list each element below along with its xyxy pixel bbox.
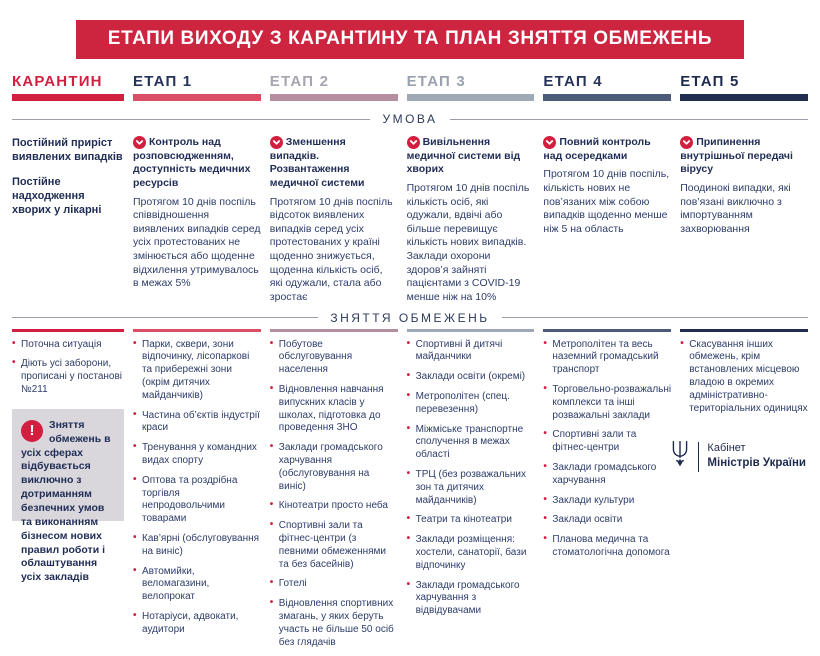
condition-text: Протягом 10 днів поспіль кількість осіб, які одужали, вдвічі або більше перевищує кількість нових випадків. Заклади охорони здоров’я зайняті пацієнтами з COVID-19 менше ніж на 10%	[406, 181, 530, 304]
condition-title: Припинення внутрішньої передачі вірусу	[680, 136, 793, 176]
column-bar	[133, 329, 261, 332]
restrictions-list	[543, 339, 671, 560]
condition-stage4	[543, 136, 671, 236]
restrictions-list	[133, 339, 261, 637]
chevron-down-badge-icon	[270, 136, 283, 149]
column-bar	[680, 329, 808, 332]
stage-label: ЕТАП 1	[133, 73, 193, 90]
conditions-section-label: УМОВА	[382, 112, 438, 126]
stage-label: КАРАНТИН	[12, 73, 103, 90]
list-item: • Спортивні зали та фітнес-центри	[543, 429, 671, 455]
stage-label: ЕТАП 5	[680, 73, 740, 90]
condition-stage3	[407, 136, 535, 305]
list-item: • Кав’ярні (обслуговування на виніс)	[133, 533, 261, 559]
stage-label: ЕТАП 4	[543, 73, 603, 90]
divider-line	[12, 317, 318, 318]
restrictions-quarantine	[12, 329, 124, 656]
list-item: • Готелі	[270, 578, 398, 591]
list-item: • Заклади розміщення: хостели, санаторії, бази відпочинку	[407, 534, 535, 572]
divider-line	[450, 119, 808, 120]
column-bar	[270, 329, 398, 332]
restrictions-stage2	[270, 329, 398, 656]
condition-statement: Постійне надходження хворих у лікарні	[12, 175, 102, 217]
exclamation-icon: !	[21, 420, 43, 442]
divider-line	[12, 119, 370, 120]
stage-underline	[543, 94, 671, 101]
restrictions-stage4	[543, 329, 671, 656]
list-item: • Тренування у командних видах спорту	[133, 442, 261, 468]
condition-stage1	[133, 136, 261, 291]
restrictions-stage1	[133, 329, 261, 656]
stage-header-stage4	[543, 73, 671, 101]
restrictions-list	[12, 339, 124, 397]
condition-title: Контроль над розповсюдженням, доступність медичних ресурсів	[133, 136, 251, 189]
tryzub-icon	[670, 440, 690, 473]
list-item: • Заклади освіти (окремі)	[407, 371, 535, 384]
list-item: • Метрополітен та весь наземний громадський транспорт	[543, 339, 671, 377]
list-item: • Торговельно-розважальні комплекси та інші розважальні заклади	[543, 384, 671, 422]
restrictions-list	[680, 339, 808, 416]
stage-header-stage3	[407, 73, 535, 101]
list-item: • Метрополітен (спец. перевезення)	[407, 391, 535, 417]
list-item: • Оптова та роздрібна торгівля непродовольчими товарами	[133, 475, 261, 526]
stage-header-stage1	[133, 73, 261, 101]
list-item: • Міжміське транспортне сполучення в межах області	[407, 424, 535, 462]
list-item: • Нотаріуси, адвокати, аудитори	[133, 611, 261, 637]
list-item: • Діють усі заборони, прописані у постанові №211	[12, 358, 124, 396]
stage-header-row	[0, 73, 820, 101]
condition-title: Зменшення випадків. Розвантаження медичної системи	[269, 136, 365, 189]
condition-statement: Постійний приріст виявлених випадків	[12, 137, 123, 164]
condition-quarantine	[12, 136, 124, 227]
list-item: • Поточна ситуація	[12, 339, 124, 352]
title-banner	[76, 20, 744, 59]
condition-text: Протягом 10 днів поспіль співвідношення виявлених випадків серед усіх протестованих не змінюється або щоденне відхилення утримувалось в межах 5%	[133, 195, 261, 290]
list-item: • Спортивні й дитячі майданчики	[407, 339, 535, 365]
stage-header-quarantine	[12, 73, 124, 101]
stage-underline	[133, 94, 261, 101]
chevron-down-badge-icon	[680, 136, 693, 149]
list-item: • Заклади громадського харчування	[543, 462, 671, 488]
column-bar	[12, 329, 124, 332]
restrictions-stage3	[407, 329, 535, 656]
list-item: • Скасування інших обмежень, крім встановлених місцевою владою в окремих адміністративно-територіальних одиницях	[680, 339, 808, 416]
stage-label: ЕТАП 2	[269, 73, 330, 90]
restrictions-list	[407, 339, 535, 618]
stage-underline	[12, 94, 124, 101]
condition-stage5	[680, 136, 808, 236]
column-bar	[543, 329, 671, 332]
warning-text: Зняття обмежень в усіх сферах відбувається виключно з дотриманням безпечних умов та виконанням бізнесом нових правил роботи і облаштування усіх закладів	[21, 418, 111, 584]
chevron-down-badge-icon	[407, 136, 420, 149]
stage-underline	[270, 94, 398, 101]
list-item: • Заклади громадського харчування з відвідувачами	[407, 580, 535, 618]
chevron-down-badge-icon	[543, 136, 556, 149]
list-item: • Кінотеатри просто неба	[270, 500, 398, 513]
condition-text: Протягом 10 днів поспіль відсоток виявлених випадків серед усіх протестованих у країні щоденно знижується, щоденна кількість осіб, які одужали, стала або зростає	[269, 195, 393, 304]
condition-text: Поодинокі випадки, які пов’язані виключно з імпортуванням захворювання	[680, 181, 791, 235]
restrictions-stage5	[680, 329, 808, 656]
government-logo	[670, 440, 806, 473]
column-bar	[407, 329, 535, 332]
conditions-divider	[0, 112, 820, 126]
stage-label: ЕТАП 3	[406, 73, 466, 90]
list-item: • Автомийки, веломагазини, велопрокат	[133, 566, 261, 604]
list-item: • Парки, сквери, зони відпочинку, лісопаркові та прибережні зони (окрім дитячих майданчиків)	[133, 339, 261, 403]
list-item: • Планова медична та стоматологічна допомога	[543, 534, 671, 560]
condition-stage2	[270, 136, 398, 305]
list-item: • Побутове обслуговування населення	[270, 339, 398, 377]
condition-text: Протягом 10 днів поспіль, кількість нових не пов’язаних між собою випадків щоденно менше ніж 5 на область	[543, 168, 670, 235]
list-item: • ТРЦ (без розважальних зон та дитячих майданчиків)	[407, 469, 535, 507]
chevron-down-badge-icon	[133, 136, 146, 149]
list-item: • Театри та кінотеатри	[407, 514, 535, 527]
warning-box	[12, 409, 124, 584]
org-name-line1: Кабінет	[707, 442, 746, 455]
condition-title: Повний контроль над осередками	[543, 136, 651, 162]
stage-underline	[680, 94, 808, 101]
restrictions-list	[270, 339, 398, 650]
list-item: • Заклади освіти	[543, 514, 671, 527]
stage-header-stage2	[270, 73, 398, 101]
restrictions-section-label: ЗНЯТТЯ ОБМЕЖЕНЬ	[330, 310, 490, 325]
list-item: • Частина об’єктів індустрії краси	[133, 410, 261, 436]
divider-line	[502, 317, 808, 318]
page-title: ЕТАПИ ВИХОДУ З КАРАНТИНУ ТА ПЛАН ЗНЯТТЯ ОБМЕЖЕНЬ	[107, 28, 713, 49]
stage-header-stage5	[680, 73, 808, 101]
restrictions-divider	[0, 311, 820, 325]
stage-underline	[407, 94, 535, 101]
list-item: • Заклади культури	[543, 495, 671, 508]
logo-divider	[698, 442, 699, 472]
infographic-root	[0, 20, 820, 656]
restrictions-row	[0, 329, 820, 656]
list-item: • Спортивні зали та фітнес-центри (з певними обмеженнями та без басейнів)	[270, 520, 398, 571]
list-item: • Заклади громадського харчування (обслуговування на виніс)	[270, 442, 398, 493]
conditions-row	[0, 136, 820, 305]
list-item: • Відновлення спортивних змагань, у яких беруть участь не більше 50 осіб без глядачів	[270, 598, 398, 649]
org-name-line2: Міністрів України	[707, 457, 806, 470]
condition-title: Вивільнення медичної системи від хворих	[406, 136, 521, 176]
list-item: • Відновлення навчання випускних класів у школах, підготовка до проведення ЗНО	[270, 384, 398, 435]
